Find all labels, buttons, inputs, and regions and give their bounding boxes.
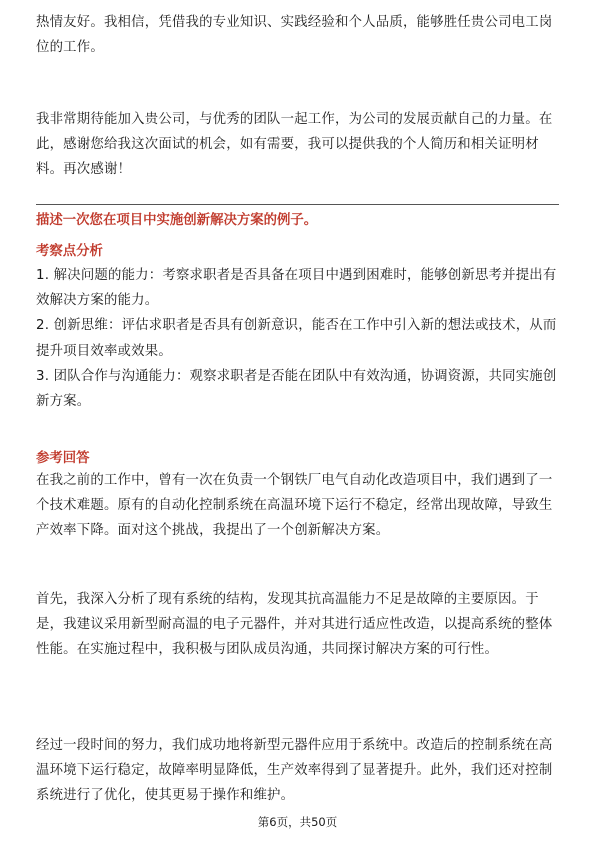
- answer-heading: 参考回答: [36, 451, 90, 466]
- page-footer: 第6页，共50页: [257, 815, 338, 829]
- question-title: 描述一次您在项目中实施创新解决方案的例子。: [36, 213, 318, 228]
- intro-paragraph-1: 热情友好。我相信，凭借我的专业知识、实践经验和个人品质，能够胜任贵公司电工岗位的工作。: [36, 15, 553, 56]
- answer-paragraph-2: 首先，我深入分析了现有系统的结构，发现其抗高温能力不足是故障的主要原因。于是，我建议采用新型耐高温的电子元器件，并对其进行适应性改造，以提高系统的整体性能。在实施过程中，我积极与团队成员沟通，共同探讨解决方案的可行性。: [36, 592, 553, 658]
- analysis-item-3: 3. 团队合作与沟通能力：观察求职者是否能在团队中有效沟通，协调资源，共同实施创新方案。: [36, 368, 557, 410]
- answer-paragraph-1: 在我之前的工作中，曾有一次在负责一个钢铁厂电气自动化改造项目中，我们遇到了一个技术难题。原有的自动化控制系统在高温环境下运行不稳定，经常出现故障，导致生产效率下降。面对这个挑战，我提出了一个创新解决方案。: [36, 473, 553, 539]
- analysis-list: [36, 263, 559, 414]
- intro-paragraph-2: 我非常期待能加入贵公司，与优秀的团队一起工作，为公司的发展贡献自己的力量。在此，感谢您给我这次面试的机会，如有需要，我可以提供我的个人简历和相关证明材料。再次感谢！: [36, 112, 553, 178]
- analysis-item-2: 2. 创新思维：评估求职者是否具有创新意识，能否在工作中引入新的想法或技术，从而提升项目效率或效果。: [36, 318, 557, 359]
- section-divider: [36, 204, 559, 205]
- analysis-heading: 考察点分析: [36, 244, 103, 259]
- answer-paragraph-3: 经过一段时间的努力，我们成功地将新型元器件应用于系统中。改造后的控制系统在高温环境下运行稳定，故障率明显降低，生产效率得到了显著提升。此外，我们还对控制系统进行了优化，使其更易于操作和维护。: [36, 738, 553, 804]
- analysis-item-1: 1. 解决问题的能力：考察求职者是否具备在项目中遇到困难时，能够创新思考并提出有效解决方案的能力。: [36, 268, 557, 309]
